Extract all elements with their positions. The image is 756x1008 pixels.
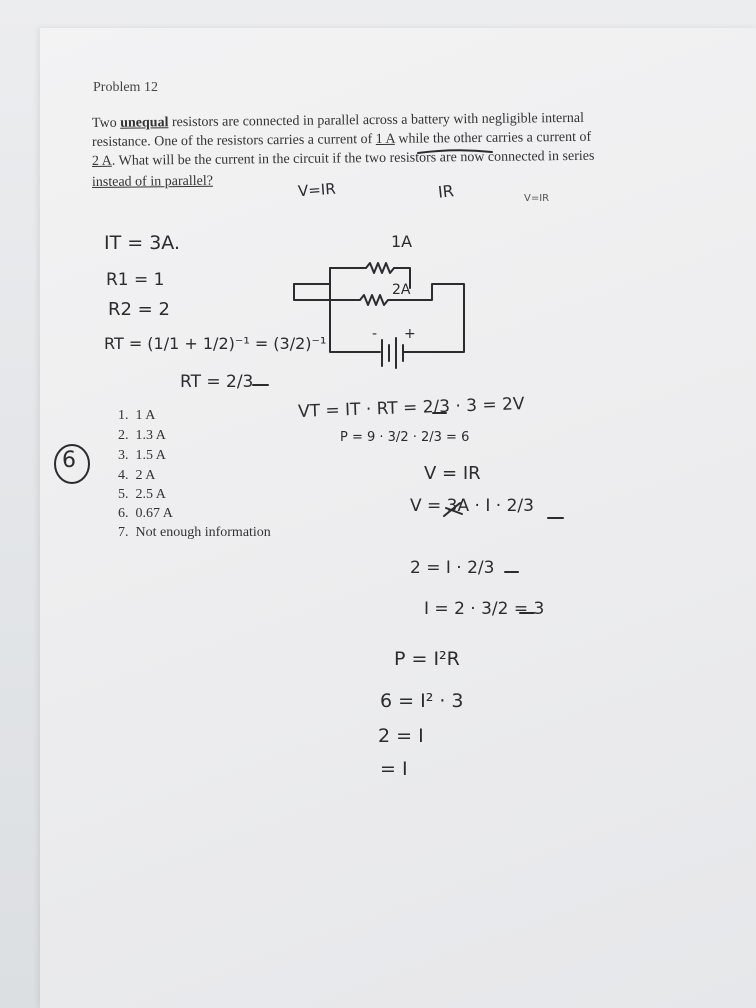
option-2[interactable]: 2. 1.3 A <box>118 428 166 443</box>
note-it: IT = 3A. <box>104 232 180 254</box>
problem-text-line-2: resistance. One of the resistors carries a current of 1 A while the other carries a current of <box>91 129 592 150</box>
note-i-eq: I = 2 · 3/2 = 3 <box>424 599 545 619</box>
option-1[interactable]: 1. 1 A <box>118 408 156 423</box>
note-six-eq: 6 = I² · 3 <box>380 690 464 712</box>
problem-text-line-1: Two unequal resistors are connected in parallel across a battery with negligible internal <box>91 110 585 131</box>
option-5[interactable]: 5. 2.5 A <box>118 487 166 502</box>
emphasis-unequal: unequal <box>120 115 169 131</box>
note-vt: VT = IT · RT = 2/3 · 3 = 2V <box>297 394 525 422</box>
option-7[interactable]: 7. Not enough information <box>118 525 271 540</box>
overline-two-resistors <box>418 150 492 153</box>
parallel-circuit-diagram <box>55 150 563 613</box>
option-3[interactable]: 3. 1.5 A <box>118 448 166 463</box>
resistor-2a <box>294 284 450 305</box>
note-eq2: 2 = I · 2/3 <box>410 558 495 578</box>
note-v-ir-top: V=IR <box>297 179 337 201</box>
option-6[interactable]: 6. 0.67 A <box>118 506 173 521</box>
underlined-1a: 1 A <box>375 131 395 148</box>
note-v-ir-mid: V = IR <box>424 463 481 484</box>
note-eq-i: = I <box>380 758 408 780</box>
problem-text-line-3: 2 A. What will be the current in the circuit if the two resistors are now connected in series <box>91 148 595 169</box>
note-two-eq: 2 = I <box>378 725 424 747</box>
problem-title: Problem 12 <box>93 80 158 95</box>
note-r2: R2 = 2 <box>108 299 170 320</box>
circled-answer: 6 <box>62 448 76 473</box>
note-v-ir-right: V=IR <box>524 193 550 204</box>
note-p: P = 9 · 3/2 · 2/3 = 6 <box>340 430 470 445</box>
label-minus: - <box>372 326 378 342</box>
note-r1: R1 = 1 <box>106 270 165 290</box>
label-1a: 1A <box>391 232 413 251</box>
note-ir-top: IR <box>437 181 455 202</box>
label-2a: 2A <box>392 282 411 298</box>
underlined-2a: 2 A <box>91 153 112 169</box>
note-v-eq: V = 3A · I · 2/3 <box>410 496 534 516</box>
label-plus: + <box>404 326 416 342</box>
note-rt: RT = 2/3 <box>180 372 254 392</box>
problem-text-line-4: instead of in parallel? <box>91 173 213 190</box>
note-p-i2r: P = I²R <box>394 648 460 670</box>
option-4[interactable]: 4. 2 A <box>118 468 156 483</box>
note-rt-eq: RT = (1/1 + 1/2)⁻¹ = (3/2)⁻¹ <box>104 334 327 353</box>
